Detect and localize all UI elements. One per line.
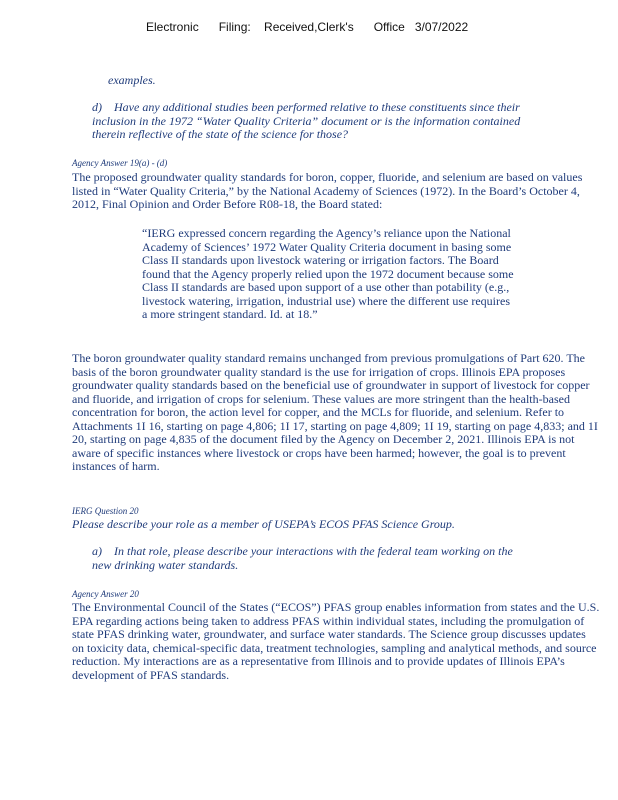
question-d-label: d) [92, 100, 102, 114]
question20-sub-a-label: a) [92, 544, 102, 558]
answer19-paragraph1: The proposed groundwater quality standards for boron, copper, fluoride, and selenium are based on values listed in “Water Quality Criteria,” by the National Academy of Sciences (1972). In the Board’s October 4, 2012, Final Opinion and Order Before R08-18, the Board stated: [72, 170, 583, 211]
question-d-text: Have any additional studies been performed relative to these constituents since their inclusion in the 1972 “Water Quality Criteria” document or is the information contained therein reflective of the state of the science for those? [92, 100, 521, 141]
answer19-quote: “IERG expressed concern regarding the Agency’s reliance upon the National Academy of Sciences’ 1972 Water Quality Criteria document in basing some Class II standards upon livestock watering or irrigation factors. The Board found that the Agency properly relied upon the 1972 document because some Class II standards are based upon support of a use other than potability (e.g., livestock watering, irrigation, industrial use) where the different use requires a more stringent standard. Id. at 18.” [142, 226, 514, 321]
question-d [92, 101, 552, 142]
continuation-text: examples. [108, 73, 156, 87]
answer20-paragraph: The Environmental Council of the States (“ECOS”) PFAS group enables information from states and the U.S. EPA regarding actions being taken to address PFAS within individual states, including the promulgation of state PFAS drinking water, groundwater, and surface water standards. The Science group discusses updates on toxicity data, chemical-specific data, treatment technologies, sampling and analytical methods, and source reduction. My interactions are as a representative from Illinois and to provide updates of Illinois EPA’s development of PFAS standards. [72, 600, 600, 682]
question20-text: Please describe your role as a member of USEPA’s ECOS PFAS Science Group. [72, 517, 455, 531]
answer20-heading: Agency Answer 20 [72, 589, 139, 599]
answer19-heading: Agency Answer 19(a) - (d) [72, 158, 168, 168]
answer19-paragraph2: The boron groundwater quality standard remains unchanged from previous promulgations of Part 620. The basis of the boron groundwater quality standard is the use for irrigation of crops. Illinois EPA proposes groundwater quality standards based on the beneficial use of groundwater in support of livestock for copper and fluoride, and irrigation of crops for selenium. These values are more stringent than the health-based concentration for boron, the action level for copper, and the MCLs for fluoride, and selenium. Refer to Attachments 1I 16, starting on page 4,806; 1I 17, starting on page 4,809; 1I 19, starting on page 4,833; and 1I 20, starting on page 4,835 of the document filed by the Agency on December 2, 2021. Illinois EPA is not aware of specific instances where livestock or crops have been harmed; however, the goal is to prevent instances of harm. [72, 351, 598, 473]
question20-sub-a-text: In that role, please describe your interactions with the federal team working on the new drinking water standards. [92, 544, 513, 572]
question20-heading: IERG Question 20 [72, 506, 139, 516]
filing-stamp-header: Electronic Filing: Received,Clerk's Office 3/07/2022 [146, 20, 469, 34]
question20-sub-a [92, 545, 532, 572]
